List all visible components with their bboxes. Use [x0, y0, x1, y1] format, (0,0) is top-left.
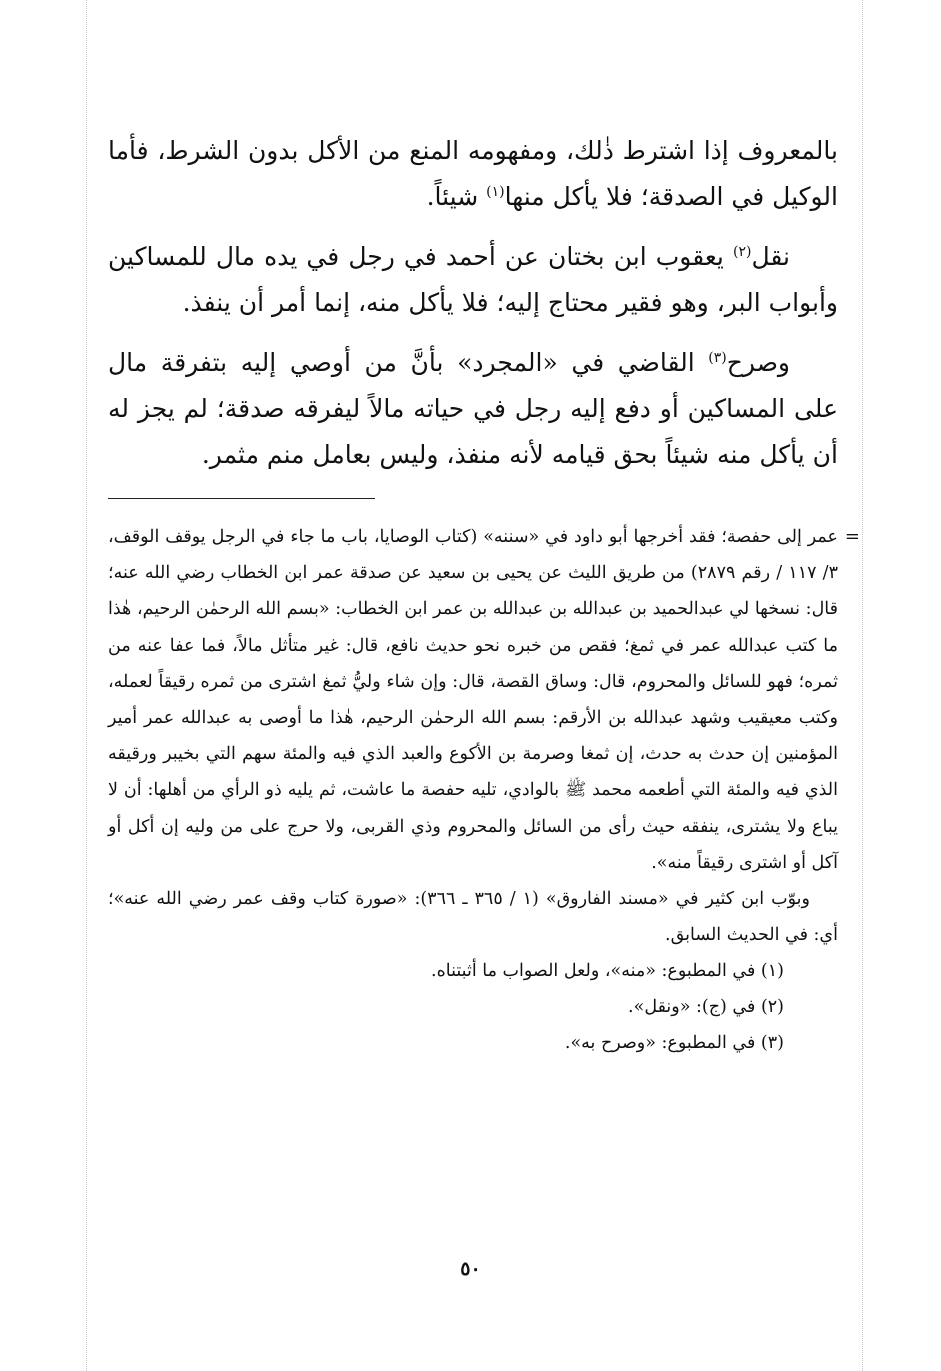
paragraph-text: يعقوب ابن بختان عن أحمد في رجل في يده مال للمساكين وأبواب البر، وهو فقير محتاج إليه؛ فلا يأكل منه، إنما أمر أن ينفذ. — [108, 242, 838, 317]
footnote-2: (٢) في (ج): «ونقل». — [628, 997, 784, 1018]
footnote-ref-2: (٢) — [732, 244, 752, 260]
footnote-separator — [108, 498, 375, 499]
scan-margin-left — [86, 0, 87, 1371]
main-paragraph-2 — [108, 234, 838, 326]
page-body — [108, 128, 860, 1061]
page-number: ٥٠ — [460, 1258, 481, 1280]
footnote-1: (١) في المطبوع: «منه»، ولعل الصواب ما أثبتناه. — [431, 961, 784, 982]
main-paragraph-1 — [108, 128, 838, 220]
paragraph-text: القاضي في «المجرد» بأنَّ من أوصي إليه بتفرقة مال على المساكين أو دفع إليه رجل في حياته مالاً ليفرقه صدقة؛ لم يجز له أن يأكل منه شيئاً بحق قيامه لأنه منفذ، وليس بعامل منم مثمر. — [108, 348, 838, 469]
scan-margin-right — [862, 0, 863, 1371]
footnote-paragraph-ibn-kathir: وبوّب ابن كثير في «مسند الفاروق» (١ / ٣٦٥ ـ ٣٦٦): «صورة كتاب وقف عمر رضي الله عنه»؛ أي: في الحديث السابق. — [108, 889, 838, 946]
footnote-continuation-mark: = — [844, 526, 860, 547]
footnote-continued-paragraph: عمر إلى حفصة؛ فقد أخرجها أبو داود في «سننه» (كتاب الوصايا، باب ما جاء في الرجل يوقف الوقف، ٣/ ١١٧ / رقم ٢٨٧٩) من طريق الليث عن يحيى بن سعيد عن صدقة عمر ابن الخطاب رضي الله عنه؛ قال: نسخها لي عبدالحميد بن عبدالله بن عبدالله بن عمر ابن الخطاب: «بسم الله الرحمٰن الرحيم، هٰذا ما كتب عبدالله عمر في ثمغ؛ فقص من خبره نحو حديث نافع، قال: غير متأثل مالاً، فما عفا عنه من ثمره؛ فهو للسائل والمحروم، قال: وساق القصة، قال: وإن شاء وليُّ ثمغ اشترى من ثمره رقيقاً لعمله، وكتب معيقيب وشهد عبدالله بن الأرقم: بسم الله الرحمٰن الرحيم، هٰذا ما أوصى به عبدالله عمر أمير المؤمنين إن حدث به حدث، إن ثمغا وصرمة بن الأكوع والعبد الذي فيه والمئة سهم التي بخيبر ورقيقه الذي فيه والمئة التي أطعمه محمد ﷺ بالوادي، تليه حفصة ما عاشت، ثم يليه ذو الرأي من أهلها: أن لا يباع ولا يشترى، ينفقه حيث رأى من السائل والمحروم وذي القربى، ولا حرج على من وليه إن أكل أو آكل أو اشترى رقيقاً منه». — [108, 527, 838, 873]
paragraph-text: بالمعروف إذا اشترط ذٰلك، ومفهومه المنع من الأكل بدون الشرط، فأما الوكيل في الصدقة؛ فلا يأكل منها — [108, 136, 838, 211]
footnote-ref-1: (١) — [486, 184, 505, 200]
footnotes-section — [108, 519, 860, 1061]
paragraph-text: وصرح — [726, 348, 790, 377]
footnote-ref-3: (٣) — [708, 350, 727, 366]
footnote-3: (٣) في المطبوع: «وصرح به». — [564, 1033, 784, 1054]
paragraph-text: شيئاً. — [426, 182, 487, 211]
main-paragraph-3 — [108, 340, 838, 478]
paragraph-text: نقل — [751, 242, 790, 271]
